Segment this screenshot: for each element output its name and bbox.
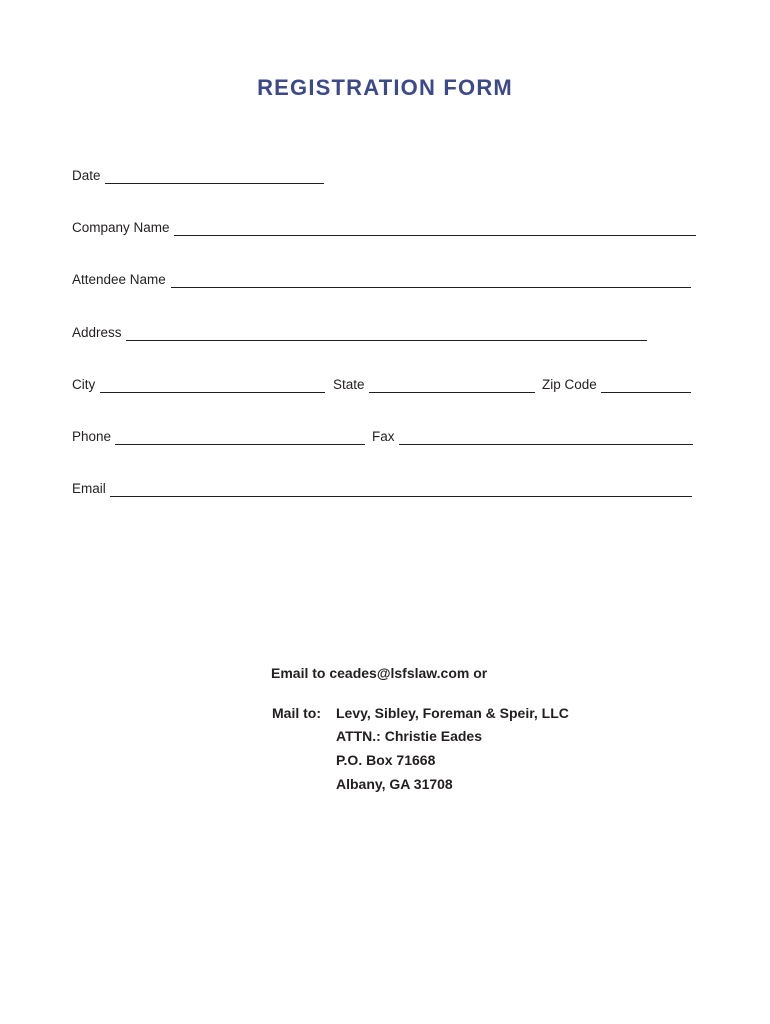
date-row	[72, 168, 332, 188]
city-field[interactable]	[100, 392, 325, 393]
city-label: City	[72, 377, 96, 392]
form-title: REGISTRATION FORM	[257, 75, 513, 100]
phone-label: Phone	[72, 429, 112, 444]
date-field[interactable]	[105, 183, 324, 184]
state-label: State	[333, 377, 365, 392]
fax-label: Fax	[372, 429, 395, 444]
zip-code-field[interactable]	[601, 392, 691, 393]
company-row	[72, 220, 702, 240]
mailing-address-city: Albany, GA 31708	[336, 776, 453, 792]
attendee-row	[72, 272, 702, 292]
date-label: Date	[72, 168, 101, 183]
state-field[interactable]	[369, 392, 535, 393]
email-row	[72, 481, 697, 501]
mailing-address-firm: Levy, Sibley, Foreman & Speir, LLC	[336, 705, 569, 721]
city-state-zip-row	[72, 377, 697, 397]
address-row	[72, 325, 652, 345]
fax-field[interactable]	[399, 444, 693, 445]
zip-code-label: Zip Code	[542, 377, 597, 392]
email-field[interactable]	[110, 496, 692, 497]
email-label: Email	[72, 481, 106, 496]
mailing-address-attn: ATTN.: Christie Eades	[336, 728, 482, 744]
attendee-name-field[interactable]	[171, 287, 691, 288]
mail-to-label: Mail to:	[272, 705, 321, 721]
company-name-label: Company Name	[72, 220, 170, 235]
company-name-field[interactable]	[174, 235, 696, 236]
email-instruction: Email to ceades@lsfslaw.com or	[271, 665, 488, 681]
phone-field[interactable]	[115, 444, 365, 445]
attendee-name-label: Attendee Name	[72, 272, 166, 287]
address-label: Address	[72, 325, 122, 340]
mailing-address-po-box: P.O. Box 71668	[336, 752, 436, 768]
phone-fax-row	[72, 429, 697, 449]
address-field[interactable]	[126, 340, 647, 341]
